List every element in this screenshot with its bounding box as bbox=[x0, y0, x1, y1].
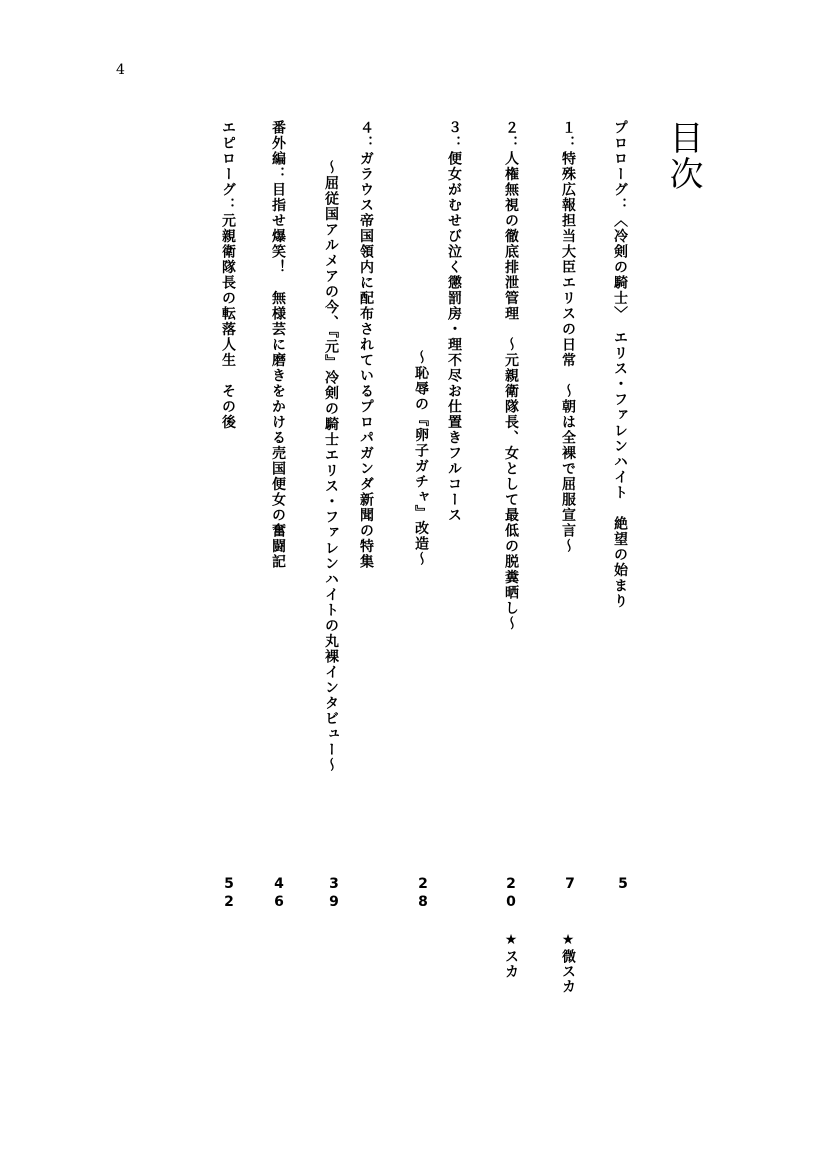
toc-entry-2: ２：人権無視の徹底排泄管理 ～元親衛隊長、女として最低の脱糞晒し～ bbox=[503, 120, 519, 632]
toc-entry-3-subtitle: ～恥辱の『卵子ガチャ』改造～ bbox=[413, 350, 429, 567]
page-ref-epilogue: 52 bbox=[221, 876, 237, 912]
toc-entry-epilogue: エピローグ：元親衛隊長の転落人生 その後 bbox=[220, 120, 236, 430]
page-ref-4: 39 bbox=[326, 876, 342, 912]
toc-entry-1: １：特殊広報担当大臣エリスの日常 ～朝は全裸で屈服宣言～ bbox=[560, 120, 576, 554]
content-mark-1: ★微スカ bbox=[560, 932, 576, 994]
page-ref-3: 28 bbox=[415, 876, 431, 912]
toc-entry-prologue: プロローグ：〈冷剣の騎士〉 エリス・ファレンハイト 絶望の始まり bbox=[612, 120, 628, 609]
content-mark-2: ★スカ bbox=[503, 932, 519, 979]
page-ref-2: 20 bbox=[503, 876, 519, 912]
toc-entry-4-subtitle: ～屈従国アルメアの今、『元』冷剣の騎士エリス・ファレンハイトの丸裸インタビュー～ bbox=[323, 160, 339, 773]
page-number: 4 bbox=[116, 62, 125, 78]
page-ref-prologue: 5 bbox=[615, 876, 631, 894]
toc-entry-extra: 番外編：目指せ爆笑！ 無様芸に磨きをかける売国便女の奮闘記 bbox=[270, 120, 286, 570]
page-ref-1: 7 bbox=[562, 876, 578, 894]
toc-title: 目次 bbox=[663, 120, 703, 192]
page-ref-extra: 46 bbox=[271, 876, 287, 912]
toc-entry-3: ３：便女がむせび泣く懲罰房・理不尽お仕置きフルコース bbox=[446, 120, 462, 523]
toc-entry-4: ４：ガラウス帝国領内に配布されているプロパガンダ新聞の特集 bbox=[358, 120, 374, 570]
